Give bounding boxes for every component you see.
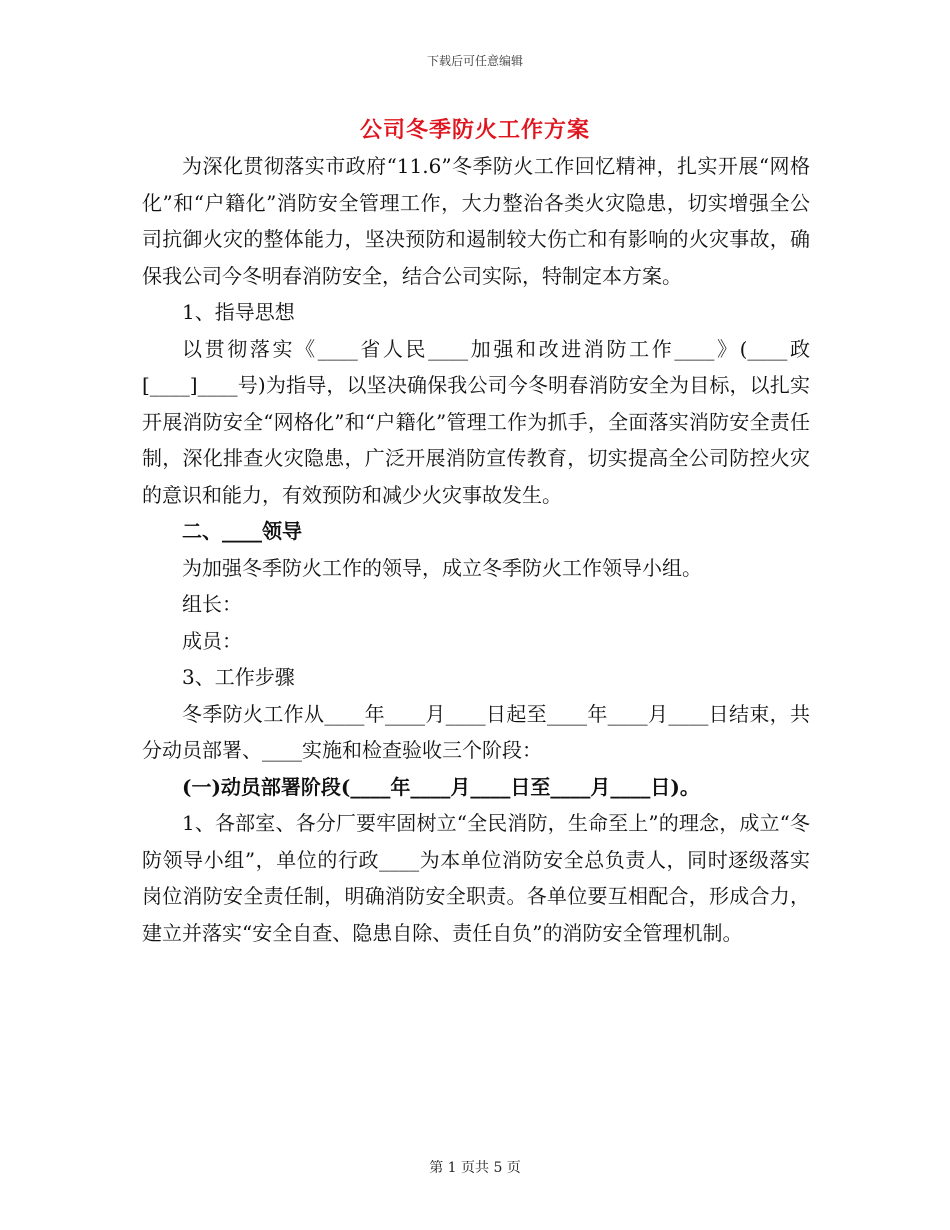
header-note: 下载后可任意编辑: [426, 54, 523, 68]
paragraph-guiding-thought: 以贯彻落实《____省人民____加强和改进消防工作____》(____政[____]____号)为指导，以坚决确保我公司今冬明春消防安全为目标，以扎实开展消防安全“网格化”和“户籍化”管理工作为抓手，全面落实消防安全责任制，深化排查火灾隐患，广泛开展消防宣传教育，切实提高全公司防控火灾的意识和能力，有效预防和减少火灾事故发生。: [142, 336, 810, 507]
section-heading-leadership: 二、____领导: [182, 519, 302, 543]
section-heading-work-steps: 3、工作步骤: [182, 665, 295, 689]
subsection-heading-mobilization: (一)动员部署阶段(____年____月____日至____月____日)。: [182, 774, 700, 799]
document-body: [142, 148, 810, 951]
paragraph-mobilization-item-1: 1、各部室、各分厂要牢固树立“全民消防，生命至上”的理念，成立“冬防领导小组”，单位的行政____为本单位消防安全总负责人，同时逐级落实岗位消防安全责任制，明确消防安全职责。各单位要互相配合，形成合力，建立并落实“安全自查、隐患自除、责任自负”的消防安全管理机制。: [142, 811, 810, 945]
section-heading-guiding-thought: 1、指导思想: [182, 300, 295, 324]
paragraph-leadership: 为加强冬季防火工作的领导，成立冬季防火工作领导小组。: [182, 555, 702, 580]
paragraph-work-steps: 冬季防火工作从____年____月____日起至____年____月____日结束，共分动员部署、____实施和检查验收三个阶段：: [142, 701, 810, 762]
paragraph-members: 成员：: [182, 628, 242, 653]
document-title: 公司冬季防火工作方案: [359, 117, 590, 143]
paragraph-group-leader: 组长：: [182, 592, 242, 616]
paragraph-intro: 为深化贯彻落实市政府“11.6”冬季防火工作回忆精神，扎实开展“网格化”和“户籍化”消防安全管理工作，大力整治各类火灾隐患，切实增强全公司抗御火灾的整体能力，坚决预防和遏制较大伤亡和有影响的火灾事故，确保我公司今冬明春消防安全，结合公司实际，特制定本方案。: [142, 154, 810, 288]
page-number: 第 1 页共 5 页: [429, 1160, 521, 1176]
